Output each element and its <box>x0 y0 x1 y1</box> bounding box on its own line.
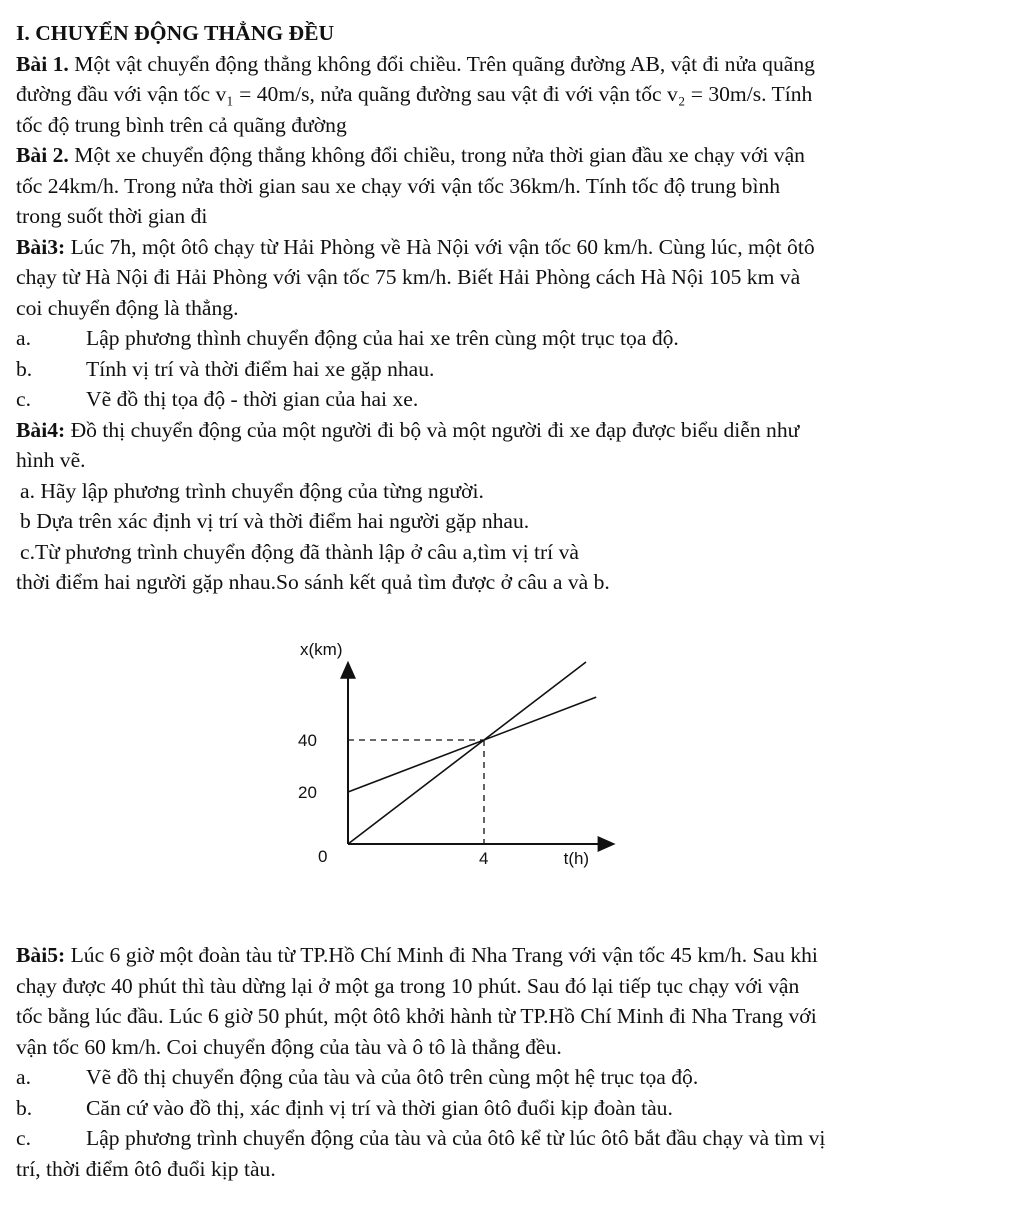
problem-3-item-b: b. Tính vị trí và thời điểm hai xe gặp nhau. <box>16 356 435 381</box>
problem-4-line-2: hình vẽ. <box>16 448 86 472</box>
document-body <box>16 18 1012 598</box>
problem-4 <box>16 415 1012 598</box>
problem-4-item-c: c.Từ phương trình chuyển động đã thành lập ở câu a,tìm vị trí và <box>20 539 579 564</box>
problem-5-item-c: c. Lập phương trình chuyển động của tàu và của ôtô kể từ lúc ôtô bắt đầu chạy và tìm vị <box>16 1126 826 1150</box>
y-tick-label-20: 20 <box>298 783 317 802</box>
problem-3-line-1: Lúc 7h, một ôtô chạy từ Hải Phòng về Hà Nội với vận tốc 60 km/h. Cùng lúc, một ôtô <box>65 234 815 259</box>
problem-3-label: Bài3: <box>16 234 66 259</box>
problem-5-label: Bài5: <box>16 943 66 967</box>
problem-3-item-c: c. Vẽ đồ thị tọa độ - thời gian của hai xe. <box>16 387 419 411</box>
problem-5-line-1: Lúc 6 giờ một đoàn tàu từ TP.Hồ Chí Minh đi Nha Trang với vận tốc 45 km/h. Sau khi <box>65 943 818 967</box>
problem-4-item-c-cont: thời điểm hai người gặp nhau.So sánh kết quả tìm được ở câu a và b. <box>16 570 610 594</box>
series-line-line-from-20 <box>348 697 596 792</box>
series-line-line-from-origin <box>348 662 586 844</box>
y-tick-label-40: 40 <box>298 731 317 750</box>
problem-1 <box>16 49 1012 141</box>
problem-3-line-3: coi chuyển động là thẳng. <box>16 295 239 320</box>
problem-4-label: Bài4: <box>16 417 66 442</box>
x-axis-label: t(h) <box>563 849 590 868</box>
problem-2-label: Bài 2. <box>16 143 69 167</box>
problem-2-line-3: trong suốt thời gian đi <box>16 204 208 228</box>
problem-1-line-1: Một vật chuyển động thẳng không đổi chiều. Trên quãng đường AB, vật đi nửa quãng <box>68 51 815 76</box>
problem-5-line-4: vận tốc 60 km/h. Coi chuyển động của tàu và ô tô là thẳng đều. <box>16 1034 562 1059</box>
problem-3-item-a: a. Lập phương thình chuyển động của hai xe trên cùng một trục tọa độ. <box>16 326 679 350</box>
y-axis-label: x(km) <box>300 639 343 659</box>
motion-graph <box>270 612 660 882</box>
problem-3 <box>16 232 1012 415</box>
problem-1-line-3: tốc độ trung bình trên cả quãng đường <box>16 112 347 137</box>
problem-2-line-2: tốc 24km/h. Trong nửa thời gian sau xe chạy với vận tốc 36km/h. Tính tốc độ trung bình <box>16 173 781 198</box>
problem-5-line-3: tốc bằng lúc đầu. Lúc 6 giờ 50 phút, một ôtô khởi hành từ TP.Hồ Chí Minh đi Nha Trang với <box>16 1004 817 1028</box>
x-tick-label-4: 4 <box>479 849 489 868</box>
problem-4-line-1: Đồ thị chuyển động của một người đi bộ và một người đi xe đạp được biểu diễn như <box>65 417 800 442</box>
problem-3-line-2: chạy từ Hà Nội đi Hải Phòng với vận tốc 75 km/h. Biết Hải Phòng cách Hà Nội 105 km và <box>16 265 801 289</box>
problem-1-line-2: đường đầu với vận tốc v₁ = 40m/s, nửa quãng đường sau vật đi với vận tốc v₂ = 30m/s. Tính <box>16 82 813 106</box>
problem-5-item-a: a. Vẽ đồ thị chuyển động của tàu và của ôtô trên cùng một hệ trục tọa độ. <box>16 1065 699 1089</box>
problem-5 <box>16 940 1012 1184</box>
problem-4-item-b: b Dựa trên xác định vị trí và thời điểm hai người gặp nhau. <box>20 509 530 533</box>
problem-1-label: Bài 1. <box>16 51 69 76</box>
series-layer <box>348 662 596 844</box>
problem-4-item-a: a. Hãy lập phương trình chuyển động của từng người. <box>20 478 484 503</box>
problem-5-line-2: chạy được 40 phút thì tàu dừng lại ở một ga trong 10 phút. Sau đó lại tiếp tục chạy với vận <box>16 973 800 998</box>
problem-2-line-1: Một xe chuyển động thẳng không đổi chiều, trong nửa thời gian đầu xe chạy với vận <box>68 143 805 167</box>
problem-5-item-b: b. Căn cứ vào đồ thị, xác định vị trí và thời gian ôtô đuổi kịp đoàn tàu. <box>16 1095 673 1120</box>
section-title: I. CHUYỂN ĐỘNG THẲNG ĐỀU <box>16 21 335 45</box>
origin-tick-label: 0 <box>318 847 328 866</box>
problem-2 <box>16 140 1012 232</box>
problem-5-last-line: trí, thời điểm ôtô đuổi kịp tàu. <box>16 1156 276 1181</box>
